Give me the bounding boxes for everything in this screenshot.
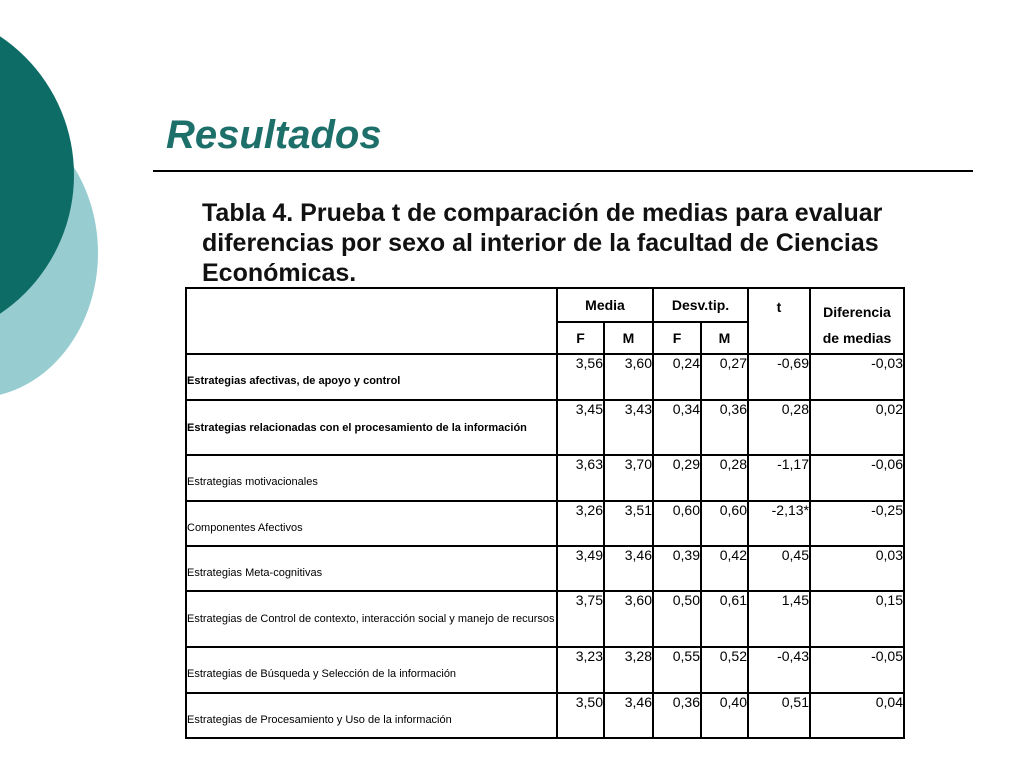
t-value: 0,28 <box>748 400 810 455</box>
media-f-value: 3,56 <box>557 354 604 400</box>
media-f-value: 3,49 <box>557 546 604 591</box>
table-row <box>186 501 904 546</box>
desv-m-value: 0,40 <box>701 693 748 738</box>
desv-f-value: 0,60 <box>653 501 701 546</box>
desv-m-value: 0,28 <box>701 455 748 501</box>
t-value: -2,13* <box>748 501 810 546</box>
media-m-value: 3,60 <box>604 354 653 400</box>
t-value: 0,45 <box>748 546 810 591</box>
header-desv-m: M <box>701 322 748 354</box>
media-m-value: 3,46 <box>604 693 653 738</box>
t-value: -0,69 <box>748 354 810 400</box>
header-desv-tip: Desv.tip. <box>653 288 748 322</box>
slide-title: Resultados <box>166 113 382 157</box>
table-row <box>186 546 904 591</box>
diferencia-value: -0,06 <box>810 455 904 501</box>
media-m-value: 3,60 <box>604 591 653 647</box>
media-m-value: 3,43 <box>604 400 653 455</box>
table-row <box>186 591 904 647</box>
desv-m-value: 0,60 <box>701 501 748 546</box>
t-value: -0,43 <box>748 647 810 693</box>
header-diferencia-de-medias <box>810 288 904 354</box>
header-media-m: M <box>604 322 653 354</box>
table-row <box>186 647 904 693</box>
media-m-value: 3,70 <box>604 455 653 501</box>
desv-f-value: 0,50 <box>653 591 701 647</box>
t-value: -1,17 <box>748 455 810 501</box>
row-label: Estrategias relacionadas con el procesamiento de la información <box>186 400 557 455</box>
results-table <box>185 287 905 739</box>
table-row <box>186 455 904 501</box>
desv-f-value: 0,39 <box>653 546 701 591</box>
header-diferencia-line1: Diferencia <box>823 304 891 320</box>
table-row <box>186 693 904 738</box>
table-row <box>186 400 904 455</box>
desv-m-value: 0,36 <box>701 400 748 455</box>
row-label: Componentes Afectivos <box>186 501 557 546</box>
desv-f-value: 0,34 <box>653 400 701 455</box>
header-media-f: F <box>557 322 604 354</box>
media-f-value: 3,23 <box>557 647 604 693</box>
desv-m-value: 0,52 <box>701 647 748 693</box>
media-m-value: 3,28 <box>604 647 653 693</box>
media-f-value: 3,75 <box>557 591 604 647</box>
desv-m-value: 0,42 <box>701 546 748 591</box>
diferencia-value: -0,03 <box>810 354 904 400</box>
media-m-value: 3,51 <box>604 501 653 546</box>
media-f-value: 3,45 <box>557 400 604 455</box>
diferencia-value: 0,15 <box>810 591 904 647</box>
table-row <box>186 354 904 400</box>
desv-m-value: 0,27 <box>701 354 748 400</box>
header-row-top <box>186 288 904 322</box>
header-empty-cell <box>186 288 557 354</box>
header-t: t <box>748 288 810 354</box>
header-diferencia-line2: de medias <box>822 330 892 346</box>
diferencia-value: -0,25 <box>810 501 904 546</box>
desv-f-value: 0,55 <box>653 647 701 693</box>
row-label: Estrategias de Procesamiento y Uso de la información <box>186 693 557 738</box>
desv-m-value: 0,61 <box>701 591 748 647</box>
media-f-value: 3,63 <box>557 455 604 501</box>
row-label: Estrategias de Búsqueda y Selección de la información <box>186 647 557 693</box>
media-m-value: 3,46 <box>604 546 653 591</box>
diferencia-value: 0,02 <box>810 400 904 455</box>
media-f-value: 3,26 <box>557 501 604 546</box>
t-value: 1,45 <box>748 591 810 647</box>
diferencia-value: 0,04 <box>810 693 904 738</box>
diferencia-value: 0,03 <box>810 546 904 591</box>
header-desv-f: F <box>653 322 701 354</box>
diferencia-value: -0,05 <box>810 647 904 693</box>
desv-f-value: 0,29 <box>653 455 701 501</box>
title-divider <box>153 170 973 172</box>
row-label: Estrategias motivacionales <box>186 455 557 501</box>
t-value: 0,51 <box>748 693 810 738</box>
desv-f-value: 0,24 <box>653 354 701 400</box>
row-label: Estrategias Meta-cognitivas <box>186 546 557 591</box>
media-f-value: 3,50 <box>557 693 604 738</box>
row-label: Estrategias afectivas, de apoyo y control <box>186 354 557 400</box>
table-caption: Tabla 4. Prueba t de comparación de medias para evaluar diferencias por sexo al interior de la facultad de Ciencias Económicas. <box>202 199 883 287</box>
row-label: Estrategias de Control de contexto, interacción social y manejo de recursos <box>186 591 557 647</box>
desv-f-value: 0,36 <box>653 693 701 738</box>
header-media: Media <box>557 288 653 322</box>
